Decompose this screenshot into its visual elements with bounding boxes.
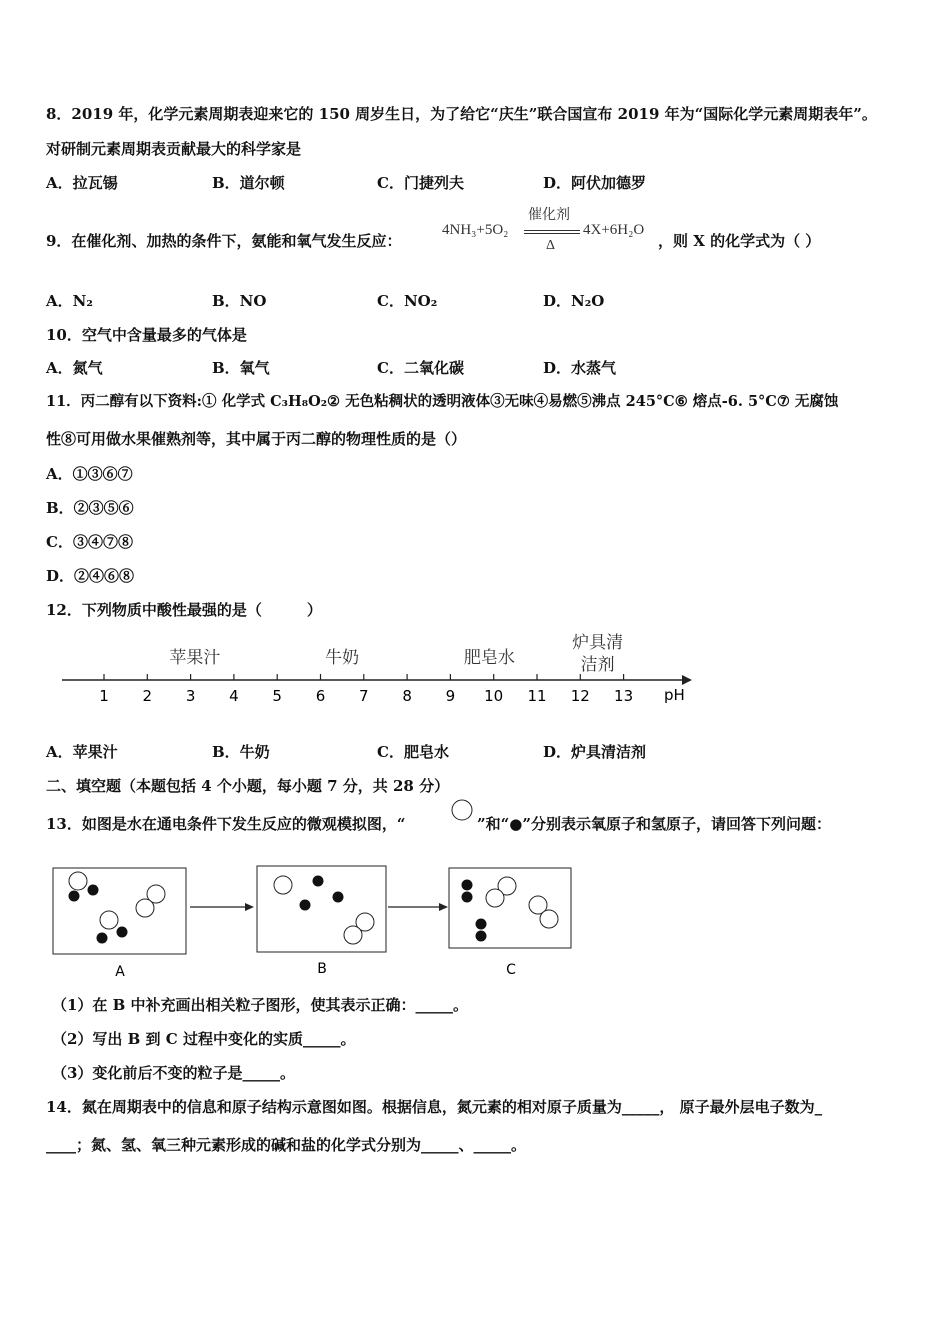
q12-option-a[interactable]: A．苹果汁 [46, 743, 118, 761]
q9-option-c[interactable]: C．NO₂ [377, 292, 438, 310]
q10-option-d[interactable]: D．水蒸气 [543, 359, 617, 377]
ph-tick-label: 10 [484, 687, 504, 705]
q12-stem: 12．下列物质中酸性最强的是（ ） [46, 601, 322, 619]
ph-substance-label: 洁剂 [580, 655, 615, 675]
q13-sub2: （2）写出 B 到 C 过程中变化的实质_____。 [52, 1030, 356, 1048]
ph-tick-label: 9 [445, 687, 456, 705]
q9-option-b[interactable]: B．NO [212, 292, 267, 310]
equation-equals-line [524, 233, 580, 234]
box-a-label: A [115, 964, 125, 980]
ph-tick-label: 6 [315, 687, 326, 705]
reaction-arrow-head [245, 903, 254, 911]
oxygen-atom-icon [449, 798, 475, 824]
ph-substance-label: 肥皂水 [463, 648, 515, 668]
q9-option-d[interactable]: D．N₂O [543, 292, 605, 310]
ph-axis-label: pH [664, 686, 685, 704]
ph-tick-label: 4 [229, 687, 239, 705]
ph-tick-label: 11 [527, 687, 547, 705]
oxygen-atom [274, 876, 292, 894]
hydrogen-atom [333, 892, 344, 903]
ph-tick-label: 2 [142, 687, 153, 705]
reaction-arrow-head [439, 903, 448, 911]
q9-stem: 9．在催化剂、加热的条件下，氨能和氧气发生反应： [46, 232, 402, 250]
q12-option-c[interactable]: C．肥皂水 [377, 743, 449, 761]
equation-equals-line [524, 230, 580, 231]
equation-products: 4X+6H₂O [583, 222, 645, 238]
ph-substance-label: 牛奶 [325, 648, 360, 668]
box-b-label: B [317, 961, 327, 977]
q9-stem-tail: ，则 X 的化学式为（ ） [658, 232, 821, 250]
q14-stem-line1: 14．氮在周期表中的信息和原子结构示意图如图。根据信息，氮元素的相对原子质量为_____， 原子最外层电子数为_ [46, 1098, 823, 1116]
q11-stem-line1: 11．丙二醇有以下资料:① 化学式 C₃H₈O₂② 无色粘稠状的透明液体③无味④易燃⑤沸点 245°C⑥ 熔点-6. 5°C⑦ 无腐蚀 [46, 393, 839, 410]
q11-option-b[interactable]: B．②③⑤⑥ [46, 499, 134, 517]
ph-tick-label: 5 [272, 687, 282, 705]
q13-stem-part2: ”和“●”分别表示氧原子和氢原子，请回答下列问题： [477, 815, 831, 833]
q8-option-a[interactable]: A．拉瓦锡 [46, 174, 118, 192]
box-c-label: C [506, 962, 516, 978]
q11-option-a[interactable]: A．①③⑥⑦ [46, 465, 133, 483]
q10-option-a[interactable]: A．氮气 [46, 359, 103, 377]
ph-tick-label: 8 [402, 687, 412, 705]
section-heading: 二、填空题（本题包括 4 个小题，每小题 7 分，共 28 分） [46, 777, 450, 795]
equation-condition-heat: Δ [546, 238, 556, 253]
q11-option-c[interactable]: C．③④⑦⑧ [46, 533, 133, 551]
q8-stem-line1: 8．2019 年，化学元素周期表迎来它的 150 周岁生日，为了给它“庆生”联合国宣布 2019 年为“国际化学元素周期表年”。 [46, 105, 877, 123]
ph-scale-figure [0, 620, 950, 720]
q9-option-a[interactable]: A．N₂ [46, 292, 93, 310]
hydrogen-atom [300, 900, 311, 911]
q10-stem: 10．空气中含量最多的气体是 [46, 326, 247, 344]
ph-tick-label: 13 [614, 687, 634, 705]
water-electrolysis-diagram [40, 860, 600, 985]
q10-option-b[interactable]: B．氧气 [212, 359, 270, 377]
q13-sub1: （1）在 B 中补充画出相关粒子图形，使其表示正确：_____。 [52, 996, 469, 1014]
ph-tick-label: 7 [359, 687, 369, 705]
q14-stem-line2: ____；氮、氢、氧三种元素形成的碱和盐的化学式分别为_____、_____。 [46, 1136, 527, 1154]
q8-stem-line2: 对研制元素周期表贡献最大的科学家是 [46, 140, 302, 158]
q10-option-c[interactable]: C．二氧化碳 [377, 359, 464, 377]
ph-tick-label: 3 [185, 687, 196, 705]
hydrogen-atom [313, 876, 324, 887]
q8-option-c[interactable]: C．门捷列夫 [377, 174, 464, 192]
q11-option-d[interactable]: D．②④⑥⑧ [46, 567, 135, 585]
q8-option-d[interactable]: D．阿伏加德罗 [543, 174, 647, 192]
q13-stem-part1: 13．如图是水在通电条件下发生反应的微观模拟图，“ [46, 815, 406, 833]
equation-reactants: 4NH₃+5O₂ [442, 222, 509, 238]
ph-tick-label: 12 [570, 687, 590, 705]
q12-option-d[interactable]: D．炉具清洁剂 [543, 743, 647, 761]
ph-substance-label: 炉具清 [572, 633, 624, 653]
equation-condition-catalyst: 催化剂 [528, 208, 570, 223]
q13-sub3: （3）变化前后不变的粒子是_____。 [52, 1064, 295, 1082]
ph-axis-arrow [682, 675, 692, 685]
q12-option-b[interactable]: B．牛奶 [212, 743, 270, 761]
q8-option-b[interactable]: B．道尔顿 [212, 174, 285, 192]
ph-tick-label: 1 [99, 687, 109, 705]
q11-stem-line2: 性⑧可用做水果催熟剂等，其中属于丙二醇的物理性质的是（） [46, 430, 467, 448]
ph-substance-label: 苹果汁 [169, 648, 221, 668]
